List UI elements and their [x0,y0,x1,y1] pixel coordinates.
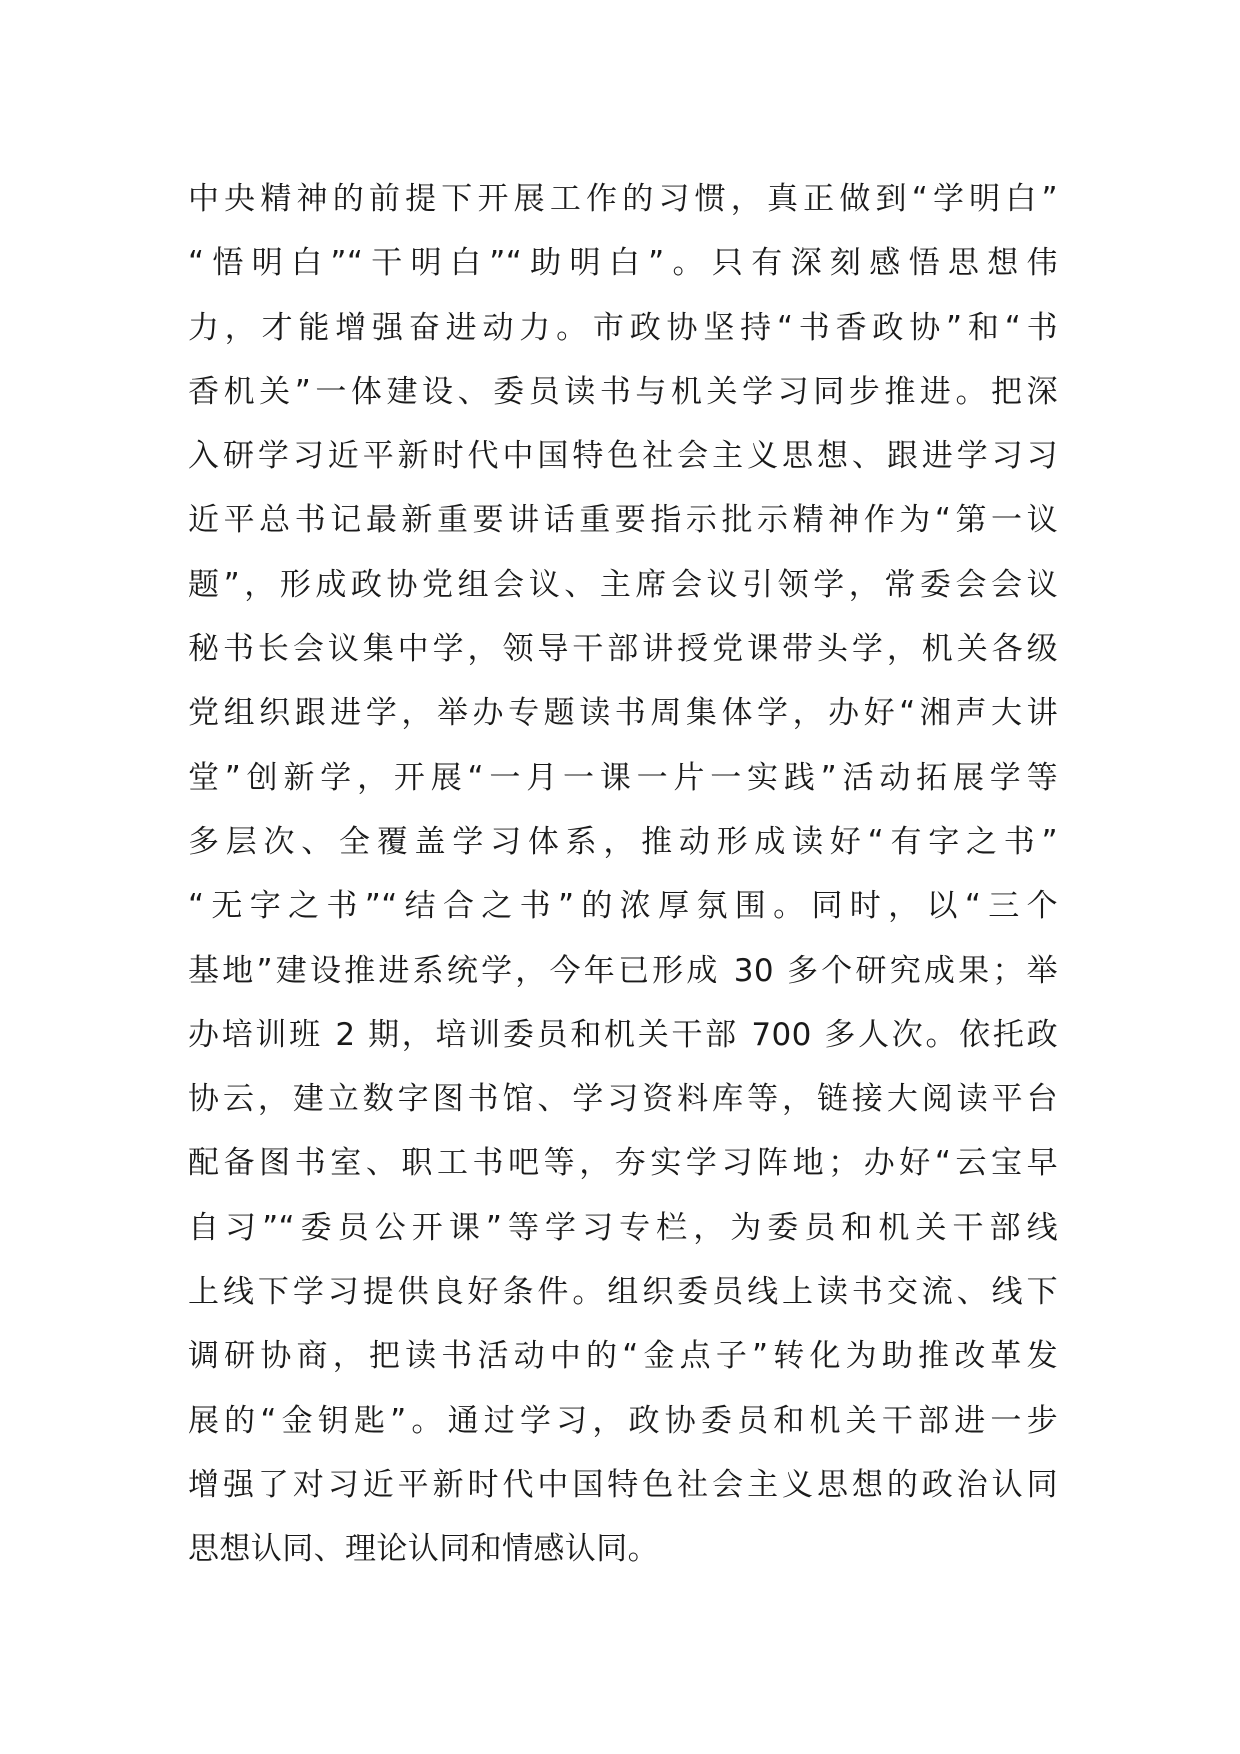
body-paragraph [188,167,1058,1582]
text-line: 力，才能增强奋进动力。市政协坚持“书香政协”和“书 [188,309,1058,346]
text-line: 办培训班 2 期，培训委员和机关干部 700 多人次。依托政 [188,1016,1058,1053]
text-line: 堂”创新学，开展“一月一课一片一实践”活动拓展学等 [188,759,1058,796]
text-line: 多层次、全覆盖学习体系，推动形成读好“有字之书” [188,823,1058,860]
text-line: 近平总书记最新重要讲话重要指示批示精神作为“第一议 [188,502,1058,539]
text-line: 秘书长会议集中学，领导干部讲授党课带头学，机关各级 [188,631,1058,668]
text-line: 中央精神的前提下开展工作的习惯，真正做到“学明白” [188,181,1058,217]
text-line: 题”，形成政协党组会议、主席会议引领学，常委会会议 [188,566,1058,603]
text-line: “无字之书”“结合之书”的浓厚氛围。同时，以“三个 [188,888,1058,925]
text-line: 入研学习近平新时代中国特色社会主义思想、跟进学习习 [188,438,1058,475]
text-line: 展的“金钥匙”。通过学习，政协委员和机关干部进一步 [188,1402,1058,1439]
text-line: “悟明白”“干明白”“助明白”。只有深刻感悟思想伟 [188,245,1058,282]
text-line: 党组织跟进学，举办专题读书周集体学，办好“湘声大讲 [188,695,1058,732]
text-line: 基地”建设推进系统学，今年已形成 30 多个研究成果；举 [188,952,1058,989]
text-line: 香机关”一体建设、委员读书与机关学习同步推进。把深 [188,373,1058,410]
text-line: 自习”“委员公开课”等学习专栏，为委员和机关干部线 [188,1209,1058,1246]
text-line: 调研协商，把读书活动中的“金点子”转化为助推改革发 [188,1338,1058,1375]
text-line: 思想认同、理论认同和情感认同。 [188,1531,659,1568]
text-line: 上线下学习提供良好条件。组织委员线上读书交流、线下 [188,1274,1058,1311]
text-line: 增强了对习近平新时代中国特色社会主义思想的政治认同 [188,1466,1058,1503]
text-line: 配备图书室、职工书吧等，夯实学习阵地；办好“云宝早 [188,1145,1058,1182]
text-line: 协云，建立数字图书馆、学习资料库等，链接大阅读平台 [188,1081,1058,1118]
